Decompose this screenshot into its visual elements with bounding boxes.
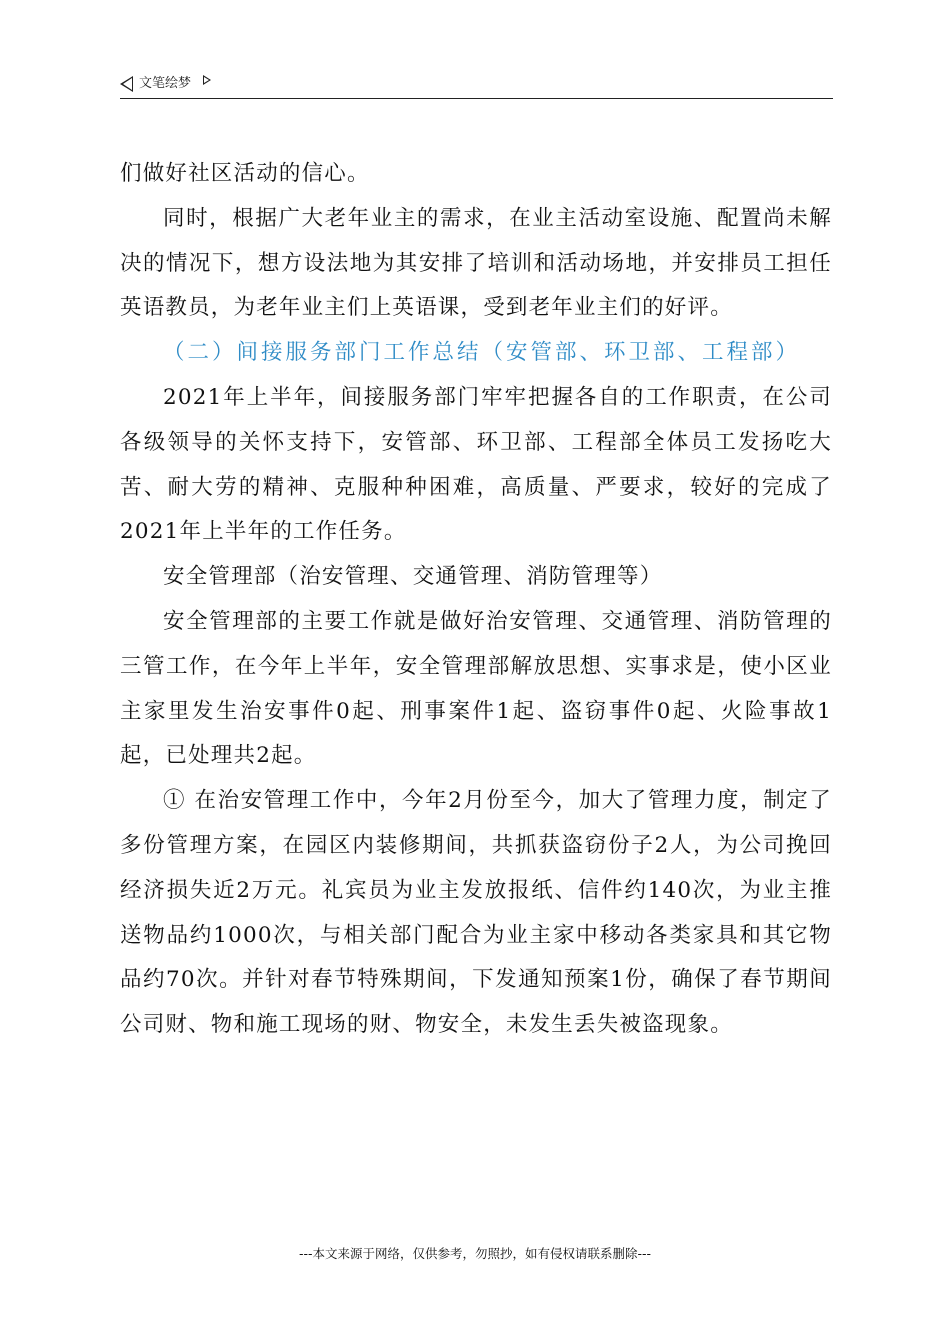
paragraph-indirect-services: 2021年上半年，间接服务部门牢牢把握各自的工作职责，在公司各级领导的关怀支持下，安管部、环卫部、工程部全体员工发扬吃大苦、耐大劳的精神、克服种种困难，高质量、严要求，较好的完成了2021年上半年的工作任务。 <box>120 384 832 545</box>
page-header <box>120 72 833 99</box>
triangle-left-icon <box>120 76 133 92</box>
subheading-security-dept: 安全管理部（治安管理、交通管理、消防管理等） <box>163 564 663 590</box>
page-footer-notice: ---本文来源于网络，仅供参考，勿照抄，如有侵权请联系删除--- <box>298 1246 652 1261</box>
header-brand: 文笔绘梦 <box>139 76 192 91</box>
triangle-right-icon <box>203 75 211 85</box>
paragraph-elderly-owners: 同时，根据广大老年业主的需求，在业主活动室设施、配置尚未解决的情况下，想方设法地为其安排了培训和活动场地，并安排员工担任英语教员，为老年业主们上英语课，受到老年业主们的好评。 <box>120 205 832 321</box>
paragraph-security-work: 安全管理部的主要工作就是做好治安管理、交通管理、消防管理的三管工作，在今年上半年，安全管理部解放思想、实事求是，使小区业主家里发生治安事件0起、刑事案件1起、盗窃事件0起、火险事故1起，已处理共2起。 <box>120 608 832 769</box>
paragraph-public-security: ① 在治安管理工作中，今年2月份至今，加大了管理力度，制定了多份管理方案，在园区内装修期间，共抓获盗窃份子2人，为公司挽回经济损失近2万元。礼宾员为业主发放报纸、信件约140次，为业主推送物品约1000次，与相关部门配合为业主家中移动各类家具和其它物品约70次。并针对春节特殊期间，下发通知预案1份，确保了春节期间公司财、物和施工现场的财、物安全，未发生丢失被盗现象。 <box>120 788 832 1038</box>
section-heading: （二）间接服务部门工作总结（安管部、环卫部、工程部） <box>163 340 801 366</box>
document-body <box>120 152 832 1048</box>
paragraph-continuation: 们做好社区活动的信心。 <box>120 161 370 186</box>
